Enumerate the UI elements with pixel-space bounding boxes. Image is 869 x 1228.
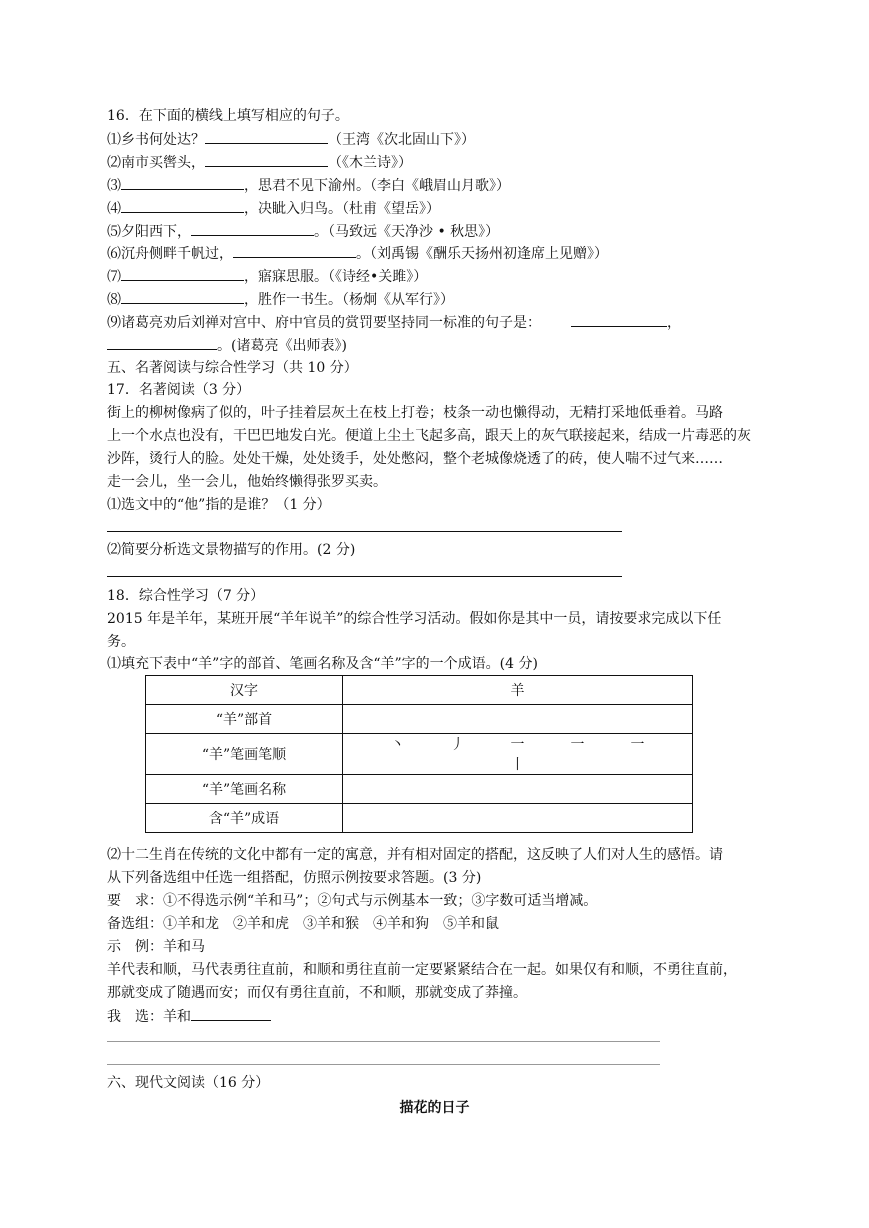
q17-passage-line-1: 街上的柳树像病了似的，叶子挂着层灰土在枝上打卷；枝条一动也懒得动，无精打采地低垂着。马路 <box>107 405 723 421</box>
answer-blank[interactable] <box>205 152 328 167</box>
q16-item-2: ⑵南市买辔头， （《木兰诗》） <box>107 152 412 172</box>
section-5-heading: 五、名著阅读与综合性学习（共 10 分） <box>107 360 358 376</box>
q17-heading: 17．名著阅读（3 分） <box>107 382 251 398</box>
answer-cell-stroke-names[interactable] <box>343 775 693 804</box>
row-label-stroke-order: “羊”笔画笔顺 <box>146 734 343 775</box>
answer-cell-idiom[interactable] <box>343 804 693 833</box>
table-row <box>146 705 693 734</box>
row-label-stroke-names: “羊”笔画名称 <box>146 775 343 804</box>
stroke: 丨 <box>510 757 525 773</box>
article-title: 描花的日子 <box>399 1100 470 1116</box>
answer-blank[interactable] <box>121 266 244 281</box>
answer-blank[interactable] <box>191 1006 271 1021</box>
answer-line[interactable] <box>107 1064 660 1065</box>
q18-intro-line-2: 务。 <box>107 634 135 650</box>
yang-character-table <box>145 675 693 833</box>
answer-blank[interactable] <box>233 243 356 258</box>
section-6-heading: 六、现代文阅读（16 分） <box>107 1075 270 1091</box>
stroke-order-cell <box>343 734 693 775</box>
q18-sub-1: ⑴填充下表中“羊”字的部首、笔画名称及含“羊”字的一个成语。(4 分) <box>107 656 538 672</box>
stroke: 一 <box>510 737 525 753</box>
table-row <box>146 734 693 775</box>
q17-sub-1: ⑴选文中的“他”指的是谁？（1 分） <box>107 497 331 513</box>
q18-example-label: 示 例：羊和马 <box>107 939 205 955</box>
answer-blank[interactable] <box>107 335 217 350</box>
q18-sub-2-line-1: ⑵十二生肖在传统的文化中都有一定的寓意，并有相对固定的搭配，这反映了人们对人生的感悟。请 <box>107 847 723 863</box>
answer-blank[interactable] <box>121 175 244 190</box>
table-row <box>146 676 693 705</box>
q18-sub-2-line-2: 从下列备选组中任选一组搭配，仿照示例按要求答题。(3 分) <box>107 870 482 886</box>
answer-blank[interactable] <box>205 129 328 144</box>
table-header-left: 汉字 <box>146 676 343 705</box>
q16-item-8: ⑻ ，胜作一书生。（杨炯《从军行》） <box>107 289 454 309</box>
q17-passage-line-2: 上一个水点也没有，干巴巴地发白光。便道上尘土飞起多高，跟天上的灰气联接起来，结成一片毒恶的灰 <box>107 428 751 444</box>
q16-heading: 16．在下面的横线上填写相应的句子。 <box>107 108 349 124</box>
q16-item-6: ⑹沉舟侧畔千帆过， 。（刘禹锡《酬乐天扬州初逢席上见赠》） <box>107 243 608 263</box>
q18-my-choice: 我 选：羊和 <box>107 1006 271 1026</box>
table-header-right: 羊 <box>343 676 693 705</box>
answer-blank[interactable] <box>571 312 667 327</box>
answer-blank[interactable] <box>121 289 244 304</box>
q18-options: 备选组：①羊和龙 ②羊和虎 ③羊和猴 ④羊和狗 ⑤羊和鼠 <box>107 916 499 932</box>
q16-item-3: ⑶ ，思君不见下渝州。（李白《峨眉山月歌》） <box>107 175 510 195</box>
q18-requirements: 要 求：①不得选示例“羊和马”；②句式与示例基本一致；③字数可适当增减。 <box>107 893 598 909</box>
q17-sub-2: ⑵简要分析选文景物描写的作用。(2 分) <box>107 542 356 558</box>
stroke: 丿 <box>450 737 465 753</box>
answer-blank[interactable] <box>121 198 244 213</box>
q16-item-5: ⑸夕阳西下， 。（马致远《天净沙 • 秋思》） <box>107 221 499 241</box>
stroke: 丶 <box>390 737 405 753</box>
stroke: 一 <box>630 737 645 753</box>
answer-line[interactable] <box>107 576 622 577</box>
q18-heading: 18．综合性学习（7 分） <box>107 588 265 604</box>
q18-example-line-2: 那就变成了随遇而安；而仅有勇往直前，不和顺，那就变成了莽撞。 <box>107 985 527 1001</box>
q16-item-7: ⑺ ，寤寐思服。（《诗经•关雎》） <box>107 266 427 286</box>
q17-passage-line-4: 走一会儿，坐一会儿，他始终懒得张罗买卖。 <box>107 474 387 490</box>
row-label-radical: “羊”部首 <box>146 705 343 734</box>
q16-item-4: ⑷ ，决眦入归鸟。（杜甫《望岳》） <box>107 198 440 218</box>
row-label-idiom: 含“羊”成语 <box>146 804 343 833</box>
answer-blank[interactable] <box>191 221 314 236</box>
q16-item-1: ⑴乡书何处达？ （王湾《次北固山下》） <box>107 129 475 149</box>
q17-passage-line-3: 沙阵，烫行人的脸。处处干燥，处处烫手，处处憋闷，整个老城像烧透了的砖，使人喘不过气来…… <box>107 451 723 467</box>
q18-example-line-1: 羊代表和顺，马代表勇往直前，和顺和勇往直前一定要紧紧结合在一起。如果仅有和顺，不勇往直前， <box>107 962 737 978</box>
q16-item-9: ⑼诸葛亮劝后刘禅对宫中、府中官员的赏罚要坚持同一标准的句子是： ， <box>107 312 681 332</box>
q16-item-9-cont: 。(诸葛亮《出师表》) <box>107 335 347 355</box>
stroke: 一 <box>570 737 585 753</box>
q18-intro-line-1: 2015 年是羊年，某班开展“羊年说羊”的综合性学习活动。假如你是其中一员，请按要求完成以下任 <box>107 611 722 627</box>
table-row <box>146 775 693 804</box>
answer-line[interactable] <box>107 531 622 532</box>
answer-cell-radical[interactable] <box>343 705 693 734</box>
table-row <box>146 804 693 833</box>
answer-line[interactable] <box>107 1041 660 1042</box>
